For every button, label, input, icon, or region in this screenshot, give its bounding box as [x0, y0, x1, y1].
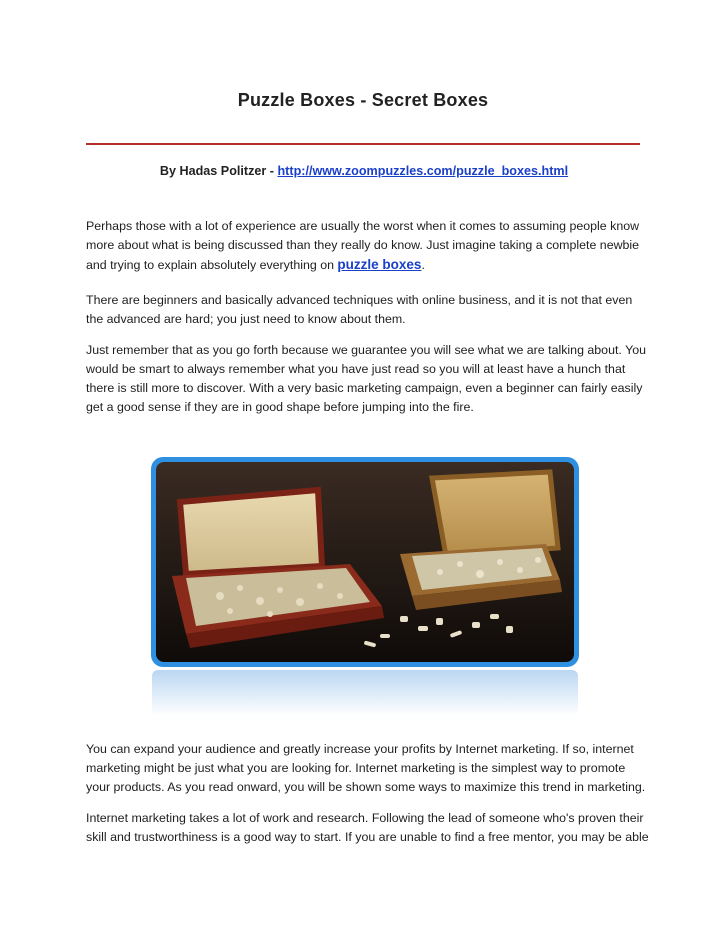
paragraph-1 [86, 217, 652, 275]
title-divider [86, 143, 640, 145]
paragraph-3: Just remember that as you go forth because we guarantee you will see what we are talking about. You would be smart to always remember what you have just read so you will at least have a hunch that there is still more to discover. With a very basic marketing campaign, even a beginner can fairly easily get a good sense if they are in good shape before jumping into the fire. [86, 343, 646, 414]
paragraph-5: Internet marketing takes a lot of work and research. Following the lead of someone who's proven their skill and trustworthiness is a good way to start. If you are unable to find a free mentor, you may be able [86, 811, 649, 844]
byline-link[interactable]: http://www.zoompuzzles.com/puzzle_boxes.html [277, 164, 569, 178]
puzzle-boxes-photo [150, 456, 580, 668]
paragraph-1-text: Perhaps those with a lot of experience are usually the worst when it comes to assuming people know more about what is being discussed than they really do know. Just imagine taking a complete newbie and trying to explain absolutely everything on [86, 219, 640, 272]
byline-author: By Hadas Politzer - [159, 164, 278, 178]
paragraph-4: You can expand your audience and greatly increase your profits by Internet marketing. If so, internet marketing might be just what you are looking for. Internet marketing is the simplest way to promote your products. As you read onward, you will be shown some ways to maximize this trend in marketing. [86, 742, 646, 794]
page-title: Puzzle Boxes - Secret Boxes [237, 90, 489, 110]
paragraph-2: There are beginners and basically advanced techniques with online business, and it is not that even the advanced are hard; you just need to know about them. [86, 293, 633, 326]
photo-reflection [152, 670, 578, 716]
paragraph-1-end: . [421, 258, 425, 272]
puzzle-boxes-link[interactable]: puzzle boxes [337, 257, 422, 272]
byline [0, 164, 728, 178]
